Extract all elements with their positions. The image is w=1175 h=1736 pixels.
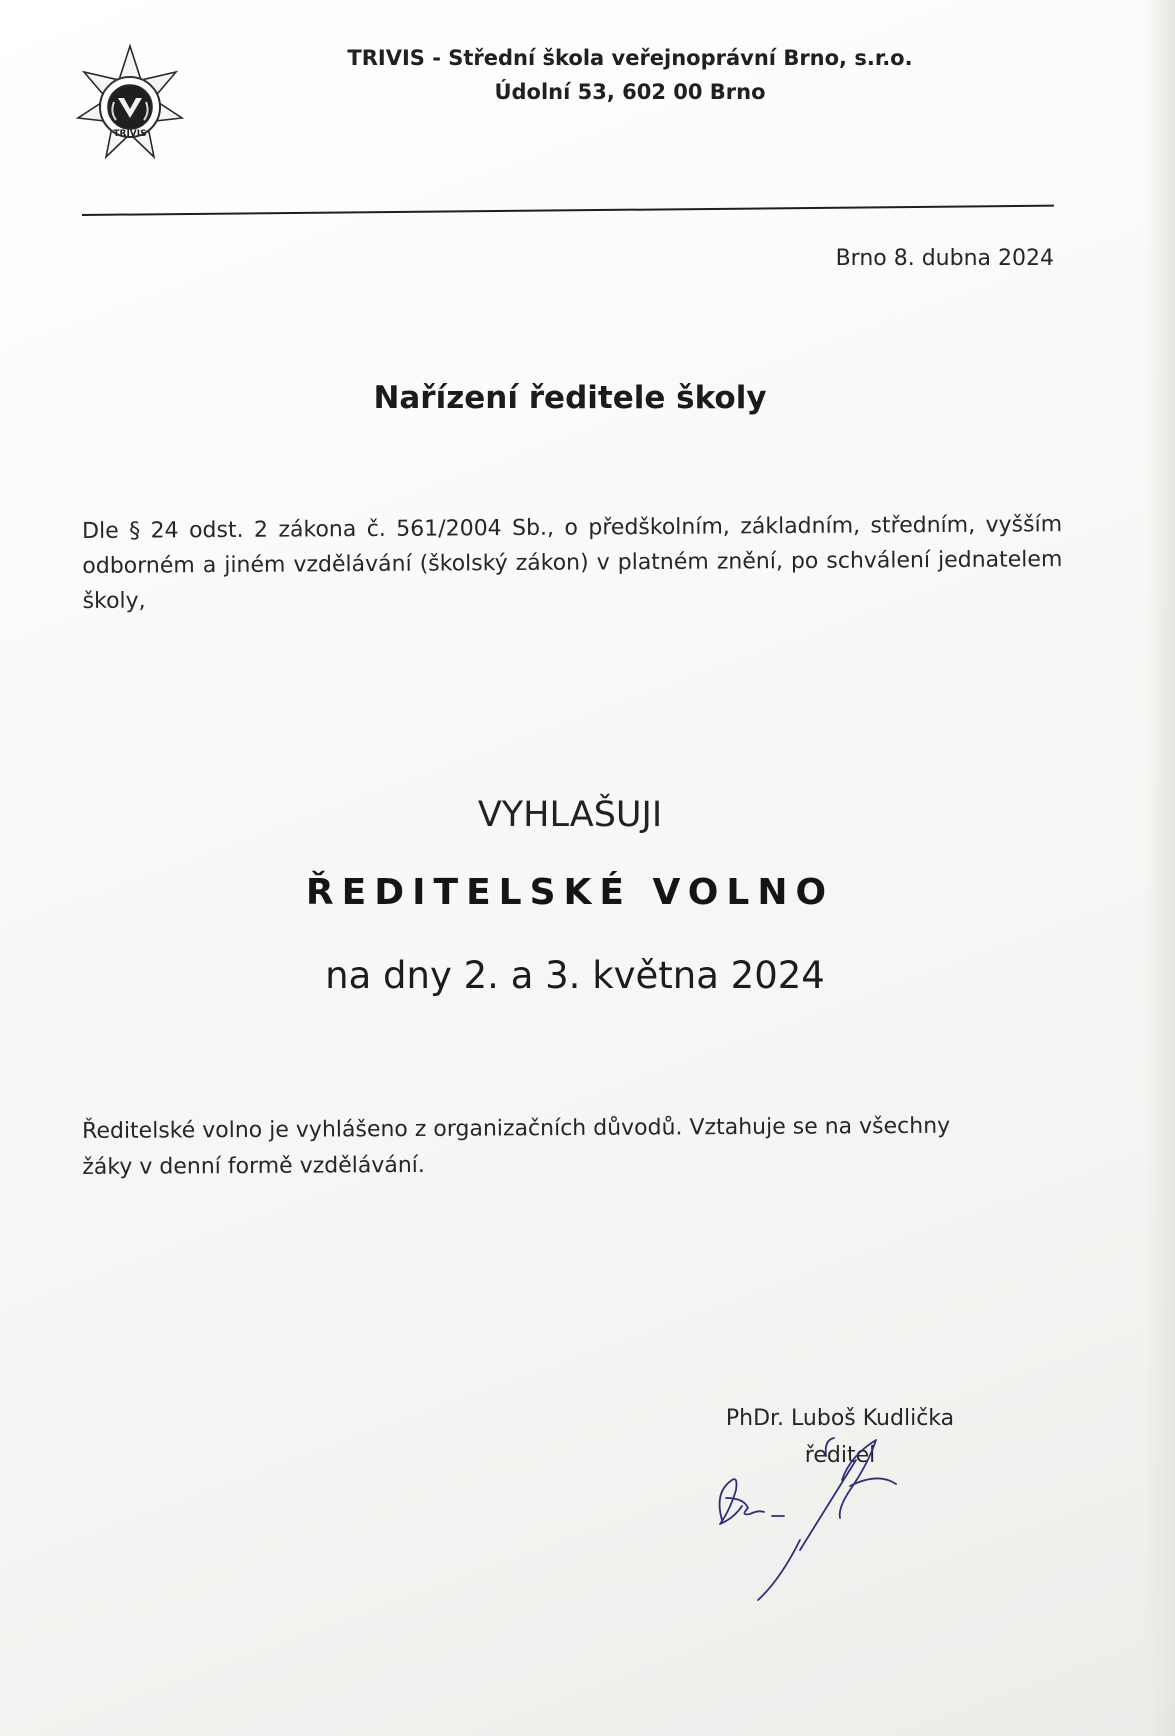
svg-text:TRIVIS: TRIVIS [113, 129, 147, 139]
document-date: Brno 8. dubna 2024 [835, 246, 1054, 271]
document-title: Nařízení ředitele školy [373, 380, 767, 416]
page-edge-shadow [1145, 0, 1175, 1736]
school-address [320, 80, 940, 104]
handwritten-signature [700, 1420, 950, 1620]
proclamation-verb: VYHLAŠUJI [477, 795, 663, 835]
proclamation-headline: ŘEDITELSKÉ VOLNO [305, 872, 835, 913]
legal-basis-paragraph: Dle § 24 odst. 2 zákona č. 561/2004 Sb., o předškolním, základním, středním, vyšším odborném a jiném vzdělávání (školský zákon) v platném znění, po schválení jednatelem školy, [82, 512, 1063, 614]
school-address-text: Údolní 53, 602 00 Brno [494, 80, 766, 104]
school-name-text: TRIVIS - Střední škola veřejnoprávní Brno, s.r.o. [347, 46, 913, 70]
signatory-role: ředitel [804, 1443, 876, 1468]
explanation-line-2: žáky v denní formě vzdělávání. [82, 1152, 425, 1180]
school-name [320, 46, 940, 70]
explanation-line-1: Ředitelské volno je vyhlášeno z organizačních důvodů. Vztahuje se na všechny [82, 1113, 951, 1144]
signatory-name: PhDr. Luboš Kudlička [725, 1406, 955, 1431]
school-logo [60, 42, 200, 172]
proclamation-dates: na dny 2. a 3. května 2024 [325, 954, 825, 997]
header-divider [82, 205, 1054, 216]
explanation-paragraph [82, 1108, 1062, 1186]
